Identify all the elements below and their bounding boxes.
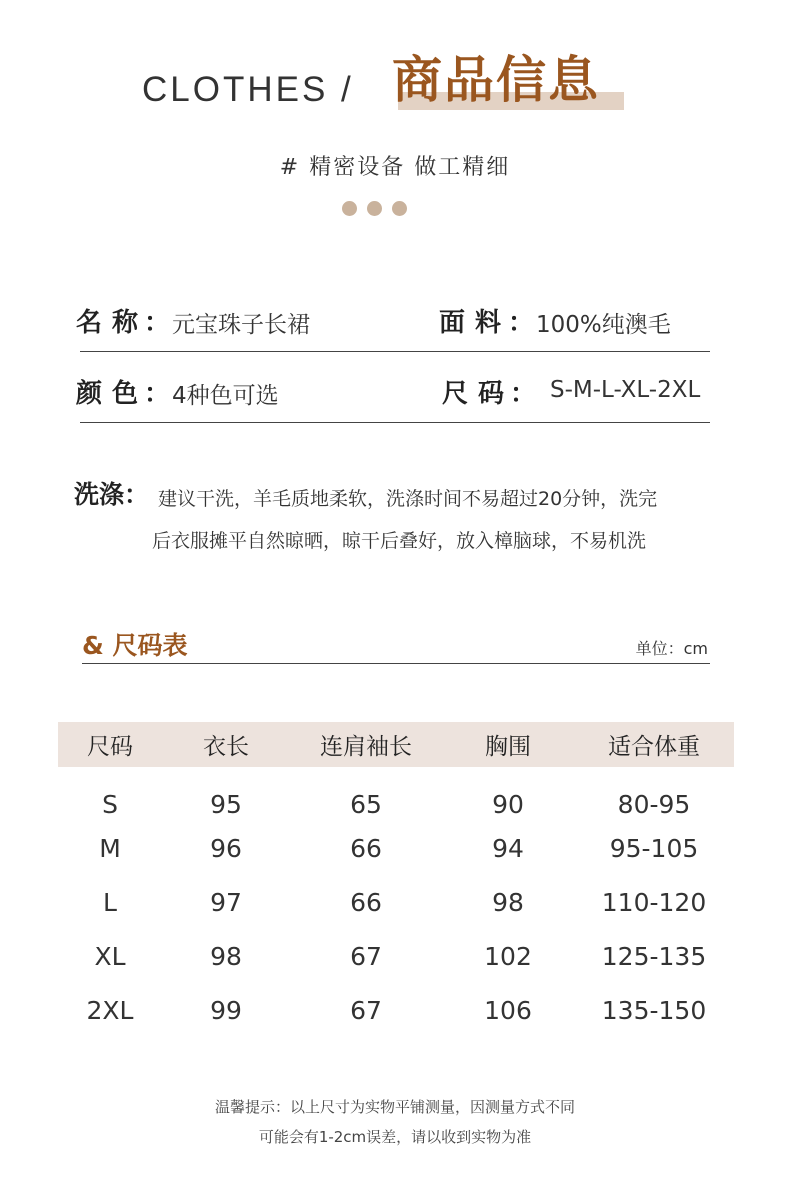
- tip-line-2: 可能会有1-2cm误差，请以收到实物为准: [258, 1128, 532, 1146]
- info-row-color-size: [76, 369, 710, 415]
- table-row: [58, 983, 734, 1037]
- size-chart-heading: & 尺码表: [82, 631, 188, 660]
- column-header: 胸围: [485, 734, 531, 760]
- size-colon: ：: [510, 379, 537, 409]
- size-table: [58, 722, 734, 1037]
- color-colon: ：: [144, 379, 171, 409]
- weight-cell: 80-95: [617, 789, 691, 819]
- table-row: [58, 929, 734, 983]
- bust-cell: 94: [492, 833, 524, 863]
- dot-icon: [342, 201, 357, 216]
- length-cell: 98: [210, 941, 242, 971]
- fabric-colon: ：: [508, 308, 535, 338]
- size-label: 尺码: [442, 379, 515, 409]
- column-header: 衣长: [203, 734, 249, 760]
- sleeve-cell: 65: [350, 789, 382, 819]
- size-cell: XL: [94, 941, 126, 971]
- table-row: [58, 767, 734, 821]
- weight-cell: 135-150: [601, 995, 707, 1025]
- size-cell: L: [103, 887, 117, 917]
- divider: [82, 663, 710, 664]
- page-title: 商品信息: [392, 50, 600, 109]
- size-cell: M: [99, 833, 121, 863]
- bust-cell: 106: [484, 995, 532, 1025]
- brand-text: CLOTHES /: [142, 70, 354, 109]
- column-header: 尺码: [87, 734, 133, 760]
- size-chart-unit: 单位：cm: [635, 639, 708, 658]
- washing-label: 洗涤：: [74, 480, 150, 509]
- washing-text: [152, 478, 722, 562]
- table-row: [58, 875, 734, 929]
- sleeve-cell: 66: [350, 833, 382, 863]
- bust-cell: 102: [484, 941, 532, 971]
- length-cell: 97: [210, 887, 242, 917]
- dot-icon: [367, 201, 382, 216]
- length-cell: 96: [210, 833, 242, 863]
- column-header: 适合体重: [608, 734, 700, 760]
- weight-cell: 95-105: [609, 833, 699, 863]
- sleeve-cell: 66: [350, 887, 382, 917]
- size-value: S-M-L-XL-2XL: [550, 377, 701, 403]
- fabric-label: 面料: [439, 308, 512, 338]
- sleeve-cell: 67: [350, 941, 382, 971]
- tip-line-1: 温馨提示：以上尺寸为实物平铺测量，因测量方式不同: [214, 1098, 575, 1116]
- sleeve-cell: 67: [350, 995, 382, 1025]
- bust-cell: 90: [492, 789, 524, 819]
- size-cell: S: [102, 789, 118, 819]
- washing-line-2: 后衣服摊平自然晾晒，晾干后叠好，放入樟脑球，不易机洗: [152, 530, 647, 552]
- length-cell: 99: [210, 995, 242, 1025]
- color-label: 颜色: [76, 379, 149, 409]
- column-header: 连肩袖长: [320, 734, 412, 760]
- size-cell: 2XL: [86, 995, 134, 1025]
- length-cell: 95: [210, 789, 242, 819]
- title-block: [392, 50, 626, 112]
- table-row: [58, 821, 734, 875]
- weight-cell: 110-120: [601, 887, 707, 917]
- color-value: 4种色可选: [172, 383, 279, 409]
- divider: [80, 351, 710, 352]
- name-colon: ：: [144, 308, 171, 338]
- name-label: 名称: [76, 308, 149, 338]
- decorative-dots: [342, 201, 412, 217]
- size-table-header-row: [58, 722, 734, 767]
- washing-line-1: 建议干洗，羊毛质地柔软，洗涤时间不易超过20分钟，洗完: [158, 488, 658, 510]
- divider: [80, 422, 710, 423]
- header: [0, 50, 790, 120]
- subtitle: # 精密设备 做工精细: [279, 155, 511, 180]
- fabric-value: 100%纯澳毛: [536, 312, 671, 338]
- info-row-name-fabric: [76, 298, 710, 344]
- dot-icon: [392, 201, 407, 216]
- weight-cell: 125-135: [601, 941, 707, 971]
- name-value: 元宝珠子长裙: [172, 312, 310, 338]
- bust-cell: 98: [492, 887, 524, 917]
